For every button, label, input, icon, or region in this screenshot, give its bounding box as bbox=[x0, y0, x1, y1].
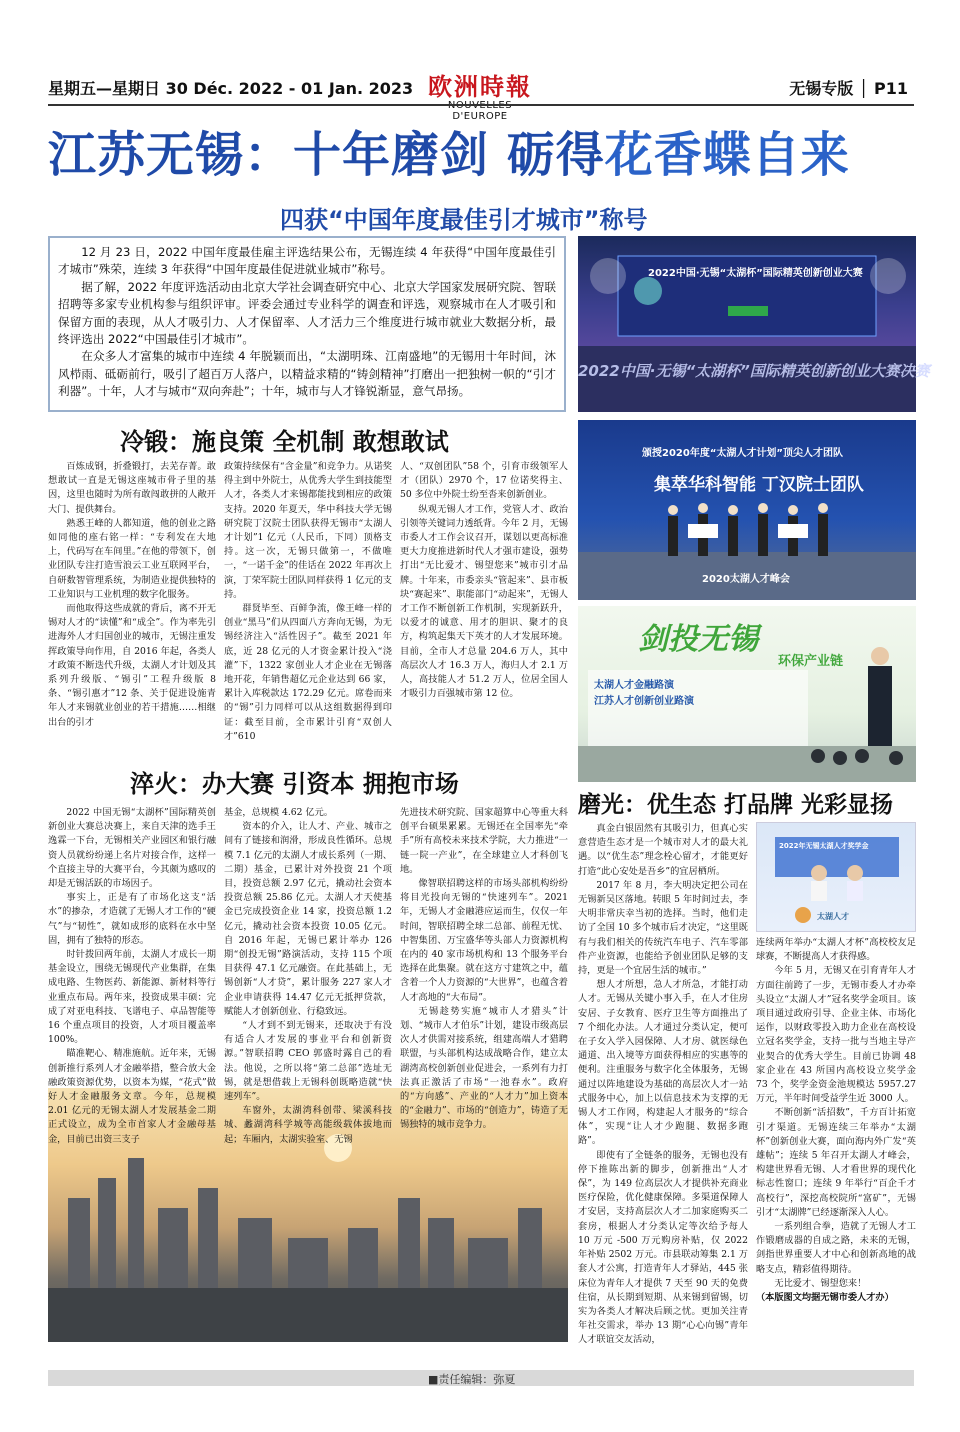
section2-column-2 bbox=[224, 806, 392, 1145]
article-paragraph: 熟悉王峰的人都知道，他的创业之路如同他的座右铭一样：“专利发在大地上，代码写在车间里。”在他的带领下，创业团队专注打造雪浪云工业互联网平台，自研数智管理系统，为制造业提供独特的工业知识与工业机理的数字化服务。 bbox=[48, 517, 216, 600]
section3-column-1 bbox=[578, 822, 748, 1346]
scholarship-banner-text: 2022年无锡太湖人才奖学金 bbox=[779, 842, 869, 850]
contest-stage-illustration bbox=[578, 236, 916, 412]
ceremony-banner-text: 颁授2020年度“太湖人才计划”顶尖人才团队 bbox=[642, 448, 843, 459]
masthead-chinese: 欧洲時報 bbox=[428, 72, 532, 101]
ceremony-summit-text: 2020太湖人才峰会 bbox=[702, 574, 790, 585]
article-paragraph: 先进技术研究院、国家超算中心等重大科创平台硕果累累。无锡还在全国率先“牵手”所有高校未来技术学院，大力推进“一链一院一产业”，在全球建立人才科创飞地。 bbox=[400, 807, 568, 875]
section1-column-1 bbox=[48, 460, 216, 760]
ceremony-team-text: 集萃华科智能 丁汉院士团队 bbox=[654, 475, 864, 495]
intro-paragraph: 在众多人才富集的城市中连续 4 年脱颖而出，“太湖明珠、江南盛地”的无锡用十年时间，沐风栉雨、砥砺前行，吸引了超百万人落户，以精益求精的“铸剑精神”打磨出一把独树一帜的“引才利器”。十年，人才与城市“双向奔赴”；十年，城市与人才锋锐渐显，意气昂扬。 bbox=[58, 349, 556, 399]
article-paragraph: 无比爱才、锡望您来！ bbox=[774, 1277, 867, 1289]
contest-stage-photo bbox=[578, 236, 930, 412]
section1-column-2 bbox=[224, 460, 392, 760]
article-paragraph: 时针拨回两年前，太湖人才成长一期基金设立，围绕无锡现代产业集群，在集成电路、生物医药、新能源、新材料等行业重点布局。两年来，投资成果丰硕：完成了对亚电科技、飞谱电子、卓品智能等 16 个重点项目的投资，人才项目覆盖率 100%。 bbox=[48, 949, 216, 1046]
contest-floor-text: 2022中国·无锡“太湖杯”国际精英创新创业大赛决赛 bbox=[578, 362, 930, 380]
article-paragraph: 今年 5 月，无锡又在引育青年人才方面往前跨了一步，无锡市委人才办牵头设立“太湖人才”冠名奖学金项目。该项目通过政府引导、企业主体、市场化运作，以财政零投入助力企业在高校设立冠名奖学金，支持一批与当地主导产业契合的优秀大学生。目前已协调 48 家企业在 43 所国内高校设立奖学金 73 个，奖学金资金池规模达 5957.27 万元，半年时间受益学生近 3000 人。 bbox=[756, 965, 916, 1105]
header-divider bbox=[48, 104, 914, 106]
section3-column-2 bbox=[756, 936, 916, 1342]
article-paragraph: “人才到不到无锡来，还取决于有没有适合人才发展的事业平台和创新资源。”智联招聘 CEO 郭盛时露自己的看法。他说，之所以将“第二总部”选址无锡，就是想借载上无锡科创既略造就“快速列车”。 bbox=[224, 1020, 392, 1103]
section1-column-3 bbox=[400, 460, 568, 760]
header-section-page: 无锡专版 │ P11 bbox=[789, 79, 908, 98]
scholarship-logo-text: 太湖人才 bbox=[817, 912, 849, 921]
scholarship-photo bbox=[756, 822, 916, 932]
editor-credit: ■责任编辑：弥夏 bbox=[428, 1373, 516, 1386]
article-paragraph: 像智联招聘这样的市场头部机构纷纷将目光投向无锡的“快速列车”。2021 年，无锡人才金融港应运而生，仅仅一年时间，智联招聘全球二总部、前程无忧、中智集团、万宝盛华等头部人力资源机构在内的 40 家市场机构和 13 个服务平台选择在此集聚。就在这方寸建筑之中，蕴含着一个人力资源的“大世界”，也蕴含着人才高地的“大布局”。 bbox=[400, 878, 568, 1003]
article-paragraph: 事实上，正是有了市场化这支“活水”的掺杂，才造就了无锡人才工作的“硬气”与“韧性”，就如成形的底料在水中坚固，拥有了独特的形态。 bbox=[48, 892, 216, 946]
article-paragraph: 即使有了全链条的服务，无锡也没有停下推陈出新的脚步，创新推出“人才保”，为 149 位高层次人才提供补充商业医疗保险，优化健康保障。多渠道保障人才安居，支持高层次人才二加家庭购买二套房，根据人才分类认定等次给予每人 10 万元 -500 万元购房补贴，仅 2022 年补贴 2502 万元。市县联动筹集 2.1 万套人才公寓，打造青年人才驿站，445 张床位为青年人才提供 7 天至 90 天的免费住宿，从长期到短期、从来锡到留锡，切实为各类人才解决后顾之忧。更加关注青年社交需求，举办 13 期“心心向锡”青年人才联谊交友活动， bbox=[578, 1149, 748, 1346]
article-paragraph: 而他取得这些成就的背后，离不开无锡对人才的“读懂”和“成全”。作为率先引进海外人才归国创业的城市，无锡注重发挥政策导向作用，自 2016 年起，各类人才政策不断迭代升级，太湖人才计划及其系列升级版、“锡引”工程升级版 8 条、“锡引惠才”12 条、关于促进设施青年人才来锡就业创业的若干措施……相继出台的引才 bbox=[48, 603, 216, 728]
article-paragraph: 2017 年 8 月，李大明决定把公司在无锡新吴区落地。转眼 5 年时间过去，李大明非常庆幸当初的选择。当时，他们走访了全国 10 多个城市后才决定，“这里既有与我们相关的传统汽车电子、汽车零部件产业资源，也能给予创业团队足够的支持，更是一个宜居生活的城市。” bbox=[578, 879, 748, 977]
article-paragraph: 政策持续保有“含金量”和竞争力。从诺奖得主到中外院士，从优秀大学生到技能型人才，各类人才来锡都能找到相应的政策支持。2020 年夏天，华中科技大学无锡研究院丁汉院士团队获得无锡市“太湖人才计划”1 亿元（人民币，下同）顶格支持。这一次，无锡只做第一，不做唯一，“一诺千金”的佳话在 2022 年再次上演，丁荣军院士团队同样获得 1 亿元的支持。 bbox=[224, 461, 392, 600]
masthead-logo bbox=[420, 74, 540, 122]
photo-credit: （本版图文均据无锡市委人才办） bbox=[756, 1292, 894, 1304]
article-paragraph: 连续两年举办“太湖人才杯”高校校友足球赛，不断提高人才获得感。 bbox=[756, 937, 916, 963]
intro-box bbox=[48, 236, 566, 412]
award-ceremony-photo bbox=[578, 420, 916, 600]
article-paragraph: 真金白银固然有其吸引力，但真心实意营造生态才是一个城市对人才的最大礼遇。以“优生态”理念栓心留才，才能更好打造“此心安处是吾乡”的宜居栖所。 bbox=[578, 823, 748, 877]
article-paragraph: 资本的介入，让人才、产业、城市之间有了链接和润滑，形成良性循环。总规模 7.1 亿元的太湖人才成长系列（一期、二期）基金，已累计对外投资 21 个项目，投资总额 2.97 亿元，撬动社会资本投资总额 25.86 亿元。太湖人才天使基金已完成投资企业 14 家，投资总额 1.2 亿元，撬动社会资本投资 10.05 亿元。自 2016 年起，无锡已累计举办 126 期“创投无锡”路演活动，支持 115 个项目获得 47.1 亿元融资。在此基础上，无锡创新“人才贷”，累计服务 227 家人才企业申请获得 14.47 亿元无抵押贷款，赋能人才创新创业、行稳致远。 bbox=[224, 821, 392, 1017]
roadshow-main-text: 剑投无锡 bbox=[638, 622, 758, 657]
page-title-part1: 江苏无锡：十年磨剑 砺得 bbox=[48, 127, 605, 183]
header-date: 星期五—星期日 30 Déc. 2022 - 01 Jan. 2023 bbox=[48, 79, 414, 98]
intro-paragraph: 12 月 23 日，2022 中国年度最佳雇主评选结果公布，无锡连续 4 年获得“中国年度最佳引才城市”殊荣，连续 3 年获得“中国年度最佳促进就业城市”称号。 bbox=[58, 245, 556, 277]
article-paragraph: 一系列组合拳，造就了无锡人才工作锻磨成器的自成之路，未来的无锡，剑指世界重要人才中心和创新高地的战略支点，精彩值得期待。 bbox=[756, 1221, 916, 1275]
intro-paragraph: 据了解，2022 年度评选活动由北京大学社会调查研究中心、北京大学国家发展研究院、智联招聘等多家专业机构参与组织评审。评委会通过专业科学的调查和评选，观察城市在人才吸引和保留方面的表现，从人才吸引力、人才保留率、人才活力三个维度进行城市就业大数据分析，最终评选出 2022“中国最佳引才城市”。 bbox=[58, 279, 556, 347]
article-paragraph: 人、“双创团队”58 个，引育市级领军人才（团队）2970 个，17 位诺奖得主、50 多位中外院士纷至沓来创新创业。 bbox=[400, 461, 568, 501]
page-title bbox=[48, 116, 916, 185]
section-heading-polishing: 磨光：优生态 打品牌 光彩显扬 bbox=[578, 792, 894, 818]
article-paragraph: 瞄准靶心、精准施航。近年来，无锡创新推行系列人才金融举措，整合放大金融政策资源优势，以资本为媒，“花式”做好人才金融服务文章。今年，总规模 2.01 亿元的无锡太湖人才发展基金二期正式设立，成为全市首家人才金融母基金，目前已出资三支子 bbox=[48, 1048, 216, 1145]
article-paragraph: 无锡趁势实施“城市人才猎头”计划、“城市人才伯乐”计划，建设市级高层次人才供需对接系统，组建高端人才猎聘联盟，与头部机构达成战略合作，建立太湖湾高校创新创业促进会，一系列有力打法真正激活了市场“一池春水”。政府的“方向感”、产业的“人才力”加上资本的“金融力”、市场的“创造力”，铸造了无锡独特的城市竞争力。 bbox=[400, 1005, 568, 1131]
roadshow-side-text: 环保产业链 bbox=[778, 654, 844, 669]
section-heading-forging: 冷锻：施良策 全机制 敢想敢试 bbox=[120, 428, 449, 456]
section2-column-1 bbox=[48, 806, 216, 1216]
article-paragraph: 群贤毕至、百鲜争流，像王峰一样的创业“黑马”们从四面八方奔向无锡，为无锡经济注入“活性因子”。截至 2021 年底，近 28 亿元的人才资金累计投入“浇灌”下，1322 家创业人才企业在无锡落地开花，年销售超亿元企业达到 66 家，累计入库税款达 172.29 亿元。席卷而来的“锡”引力同样可以从这组数据得到印证：截至目前，全市累计引育“双创人才”610 bbox=[224, 603, 392, 742]
roadshow-sub2: 江苏人才创新创业路演 bbox=[594, 696, 694, 707]
article-paragraph: 基金，总规模 4.62 亿元。 bbox=[224, 807, 333, 818]
article-paragraph: 车窗外，太湖湾科创带、梁溪科技城、蠡湖湾科学城等高能级载体拔地而起；车厢内，太湖实验室、无锡 bbox=[224, 1105, 392, 1145]
contest-banner-text: 2022中国·无锡“太湖杯”国际精英创新创业大赛 bbox=[648, 268, 863, 279]
roadshow-sub1: 太湖人才金融路演 bbox=[594, 680, 674, 691]
page-title-part2: 花香蝶自来 bbox=[604, 127, 850, 183]
article-paragraph: 想人才所想，急人才所急，才能打动人才。无锡从关键小事入手，在人才住房安居、子女教育、医疗卫生等方面推出了 7 个细化办法。人才通过分类认定，便可在子女入学入园保障、人才房、就医绿色通道、出入境等方面获得相应的实惠等的便利。注重服务与数字化全体服务，无锡通过以阵地建设为基础的高层次人才一站式服务中心，加上以信息技术为支撑的无锡人才工作网，构建起人才服务的“综合体”，实现“让人才少跑腿、数据多跑路”。 bbox=[578, 979, 748, 1147]
article-paragraph: 纵观无锡人才工作，党管人才、政治引领等关键词力透纸背。今年 2 月，无锡市委人才工作会议召开，谋划以更高标准更大力度推进新时代人才强市建设，强势打出“无比爱才、锡望您来”城市引才品牌。十年来，市委亲头“管起来”、县市板块“赛起来”、职能部门“动起来”，无锡人才工作不断创新工作机制，实现新跃升，以爱才的诚意、用才的胆识、聚才的良方，构筑起集天下英才的人才发展环境。目前，全市人才总量 204.6 万人，其中高层次人才 16.3 万人，海归人才 2.1 万人，高技能人才 51.2 万人，位居全国人才吸引力百强城市第 12 位。 bbox=[400, 503, 568, 700]
section2-column-3 bbox=[400, 806, 568, 1131]
article-paragraph: 2022 中国无锡“太湖杯”国际精英创新创业大赛总决赛上，来自天津的选手王逸霖一下台，无锡相关产业园区和银行融资人员就纷纷递上名片对接合作，这样一个直接主导的大赛平台，今其颇为感叹的却是无锡活跃的市场因子。 bbox=[48, 807, 216, 890]
masthead-french: D'EUROPE bbox=[452, 111, 508, 122]
article-paragraph: 不断创新“活招数”，千方百计拓宽引才渠道。无锡连续三年举办“太湖杯”创新创业大赛，面向海内外广发“英雄帖”；连续 5 年召开太湖人才峰会，构建世界看无锡、人才看世界的现代化标志性窗口；连续 9 年举行“百企千才高校行”，深挖高校院所“富矿”，无锡引才“太湖牌”已经逐渐深入人心。 bbox=[756, 1107, 916, 1218]
page-subtitle: 四获“中国年度最佳引才城市”称号 bbox=[280, 206, 648, 234]
article-paragraph: 百炼成钢，折叠锻打，去芜存菁。敢想敢试一直是无锡这座城市骨子里的基因，这里也随时为所有敢闯敢拼的人敞开大门、提供舞台。 bbox=[48, 461, 216, 515]
roadshow-photo bbox=[578, 606, 916, 782]
section-heading-quenching: 淬火：办大赛 引资本 拥抱市场 bbox=[130, 770, 459, 798]
